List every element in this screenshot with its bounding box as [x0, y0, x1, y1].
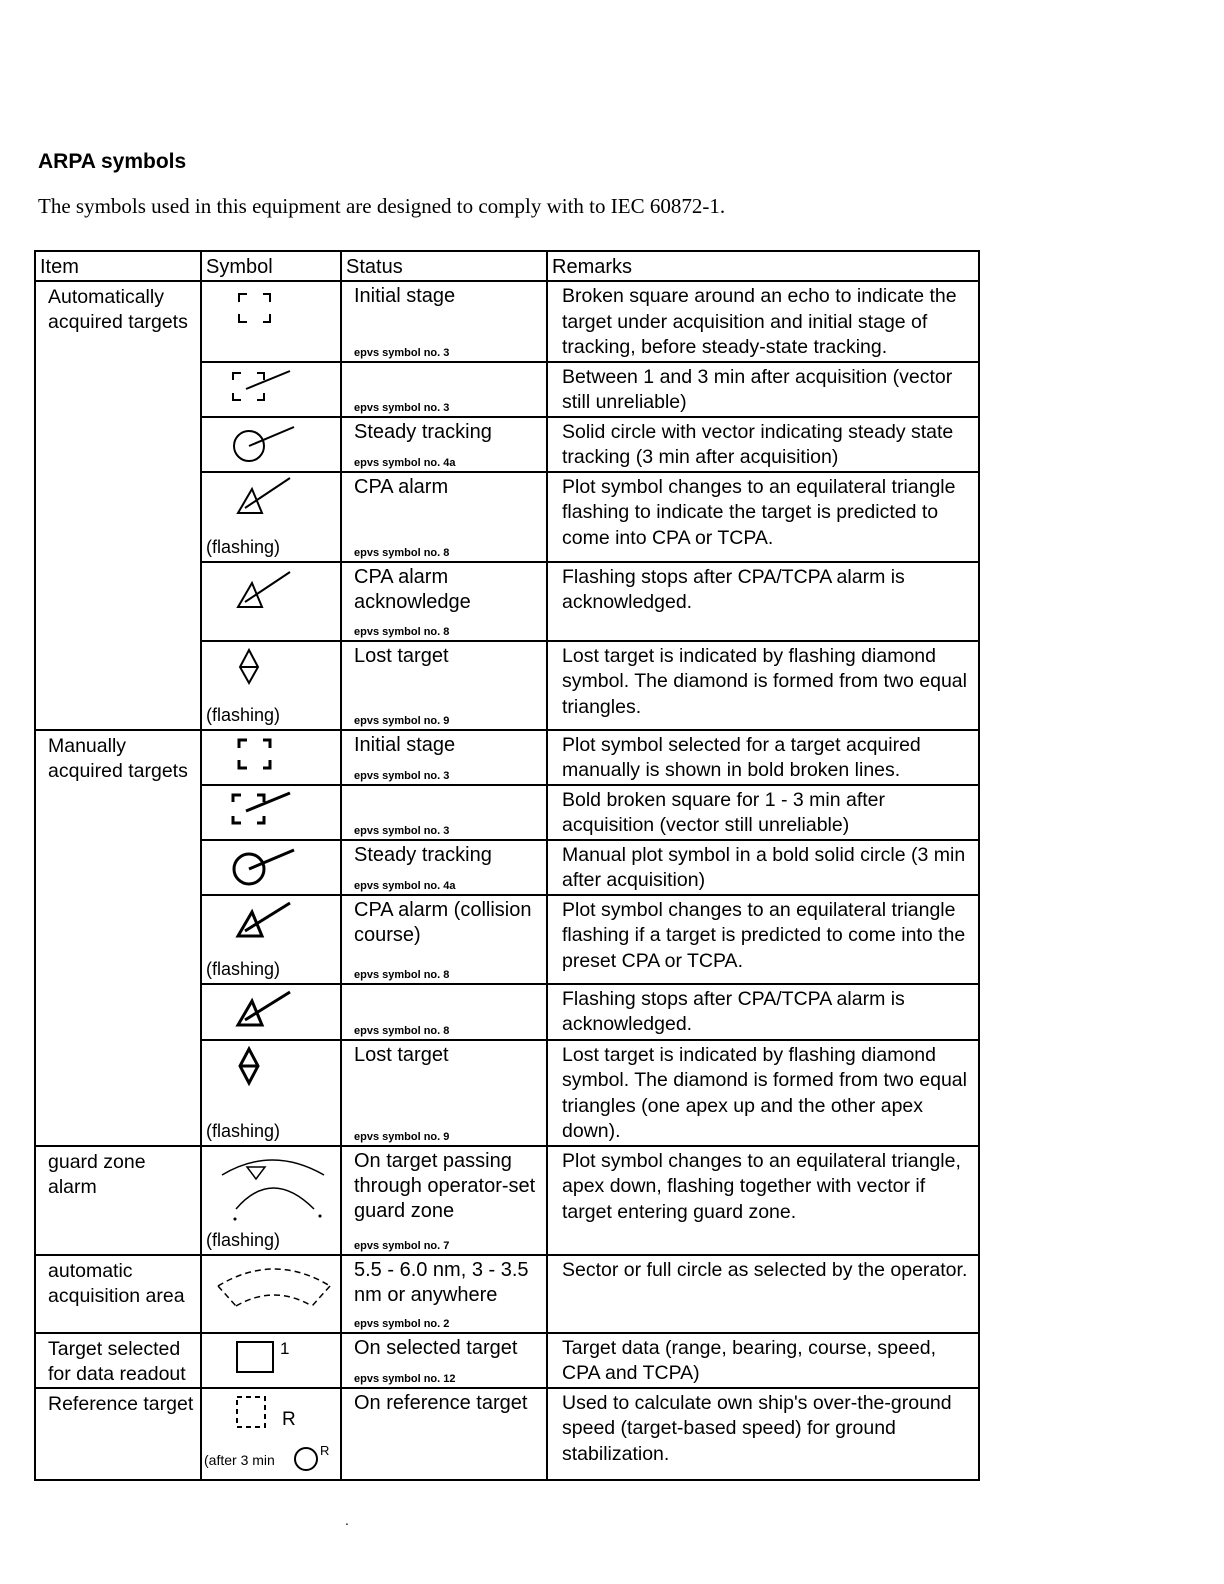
arpa-symbols-table: [34, 250, 980, 1481]
header-row: [35, 251, 979, 281]
table-row: [35, 281, 979, 362]
status-cell: Lost target epvs symbol no. 9: [341, 1040, 547, 1146]
remarks-cell: Lost target is indicated by flashing diamond symbol. The diamond is formed from two equal triangles (one apex up and the other apex down).: [547, 1040, 979, 1146]
table-row: [35, 1388, 979, 1480]
symbol-cell: [201, 1333, 341, 1388]
remarks-cell: Flashing stops after CPA/TCPA alarm is acknowledged.: [547, 562, 979, 641]
table-row: [35, 730, 979, 785]
status-cell: Initial stage epvs symbol no. 3: [341, 281, 547, 362]
remarks-cell: Between 1 and 3 min after acquisition (vector still unreliable): [547, 362, 979, 417]
symbol-cell: [201, 895, 341, 984]
bold-triangle-vector-icon: [202, 896, 342, 956]
reference-label-r: R: [282, 1408, 296, 1430]
symbol-cell: [201, 1388, 341, 1480]
bold-broken-square-icon: [202, 731, 342, 781]
broken-square-vector-icon: [202, 363, 342, 413]
status-cell: epvs symbol no. 3: [341, 362, 547, 417]
remarks-cell: Solid circle with vector indicating steady state tracking (3 min after acquisition): [547, 417, 979, 472]
remarks-cell: Flashing stops after CPA/TCPA alarm is acknowledged.: [547, 984, 979, 1040]
table-row: [35, 1255, 979, 1333]
guard-zone-icon: [202, 1147, 342, 1227]
bold-circle-vector-icon: [202, 841, 342, 891]
symbol-cell: [201, 472, 341, 562]
symbol-cell: [201, 281, 341, 362]
symbol-cell: [201, 1255, 341, 1333]
remarks-cell: Manual plot symbol in a bold solid circle (3 min after acquisition): [547, 840, 979, 895]
symbol-cell: [201, 1146, 341, 1255]
status-cell: epvs symbol no. 8: [341, 984, 547, 1040]
status-cell: 5.5 - 6.0 nm, 3 - 3.5 nm or anywhere epvs symbol no. 2: [341, 1255, 547, 1333]
table-row: [35, 1146, 979, 1255]
intro-text: The symbols used in this equipment are designed to comply with to IEC 60872-1.: [38, 194, 726, 218]
header-item: Item: [35, 251, 201, 281]
status-cell: Steady tracking epvs symbol no. 4a: [341, 840, 547, 895]
status-cell: On reference target: [341, 1388, 547, 1480]
header-remarks: Remarks: [547, 251, 979, 281]
triangle-vector-icon: [202, 473, 342, 533]
status-cell: On target passing through operator-set guard zone epvs symbol no. 7: [341, 1146, 547, 1255]
remarks-cell: Target data (range, bearing, course, speed, CPA and TCPA): [547, 1333, 979, 1388]
status-cell: Initial stage epvs symbol no. 3: [341, 730, 547, 785]
remarks-cell: Bold broken square for 1 - 3 min after acquisition (vector still unreliable): [547, 785, 979, 840]
symbol-cell: [201, 984, 341, 1040]
triangle-vector-icon: [202, 563, 342, 623]
flashing-label: (flashing): [206, 1120, 281, 1141]
symbol-cell: [201, 417, 341, 472]
remarks-cell: Plot symbol changes to an equilateral triangle flashing to indicate the target is predicted to come into CPA or TCPA.: [547, 472, 979, 562]
flashing-label: (flashing): [206, 536, 281, 557]
remarks-cell: Plot symbol changes to an equilateral triangle, apex down, flashing together with vector if target entering guard zone.: [547, 1146, 979, 1255]
status-cell: Steady tracking epvs symbol no. 4a: [341, 417, 547, 472]
remarks-cell: Broken square around an echo to indicate the target under acquisition and initial stage of tracking, before steady-state tracking.: [547, 281, 979, 362]
bold-diamond-icon: [202, 1041, 342, 1101]
item-reference-target: Reference target: [35, 1388, 201, 1480]
remarks-cell: Lost target is indicated by flashing diamond symbol. The diamond is formed from two equal triangles.: [547, 641, 979, 730]
item-guard-zone: guard zone alarm: [35, 1146, 201, 1255]
acquisition-area-icon: [202, 1256, 342, 1332]
remarks-cell: Plot symbol selected for a target acquired manually is shown in bold broken lines.: [547, 730, 979, 785]
circle-vector-icon: [202, 418, 342, 468]
status-cell: CPA alarm (collision course) epvs symbol no. 8: [341, 895, 547, 984]
symbol-cell: [201, 730, 341, 785]
reference-circle-r: R: [320, 1442, 330, 1458]
flashing-label: (flashing): [206, 958, 281, 979]
header-symbol: Symbol: [201, 251, 341, 281]
bold-triangle-vector-icon: [202, 985, 342, 1039]
flashing-label: (flashing): [206, 1229, 281, 1250]
symbol-cell: [201, 840, 341, 895]
page-mark: .: [345, 1512, 349, 1528]
selected-target-number: 1: [280, 1338, 290, 1358]
status-cell: On selected target epvs symbol no. 12: [341, 1333, 547, 1388]
table-row: [35, 1333, 979, 1388]
status-cell: Lost target epvs symbol no. 9: [341, 641, 547, 730]
selected-target-square-icon: [202, 1334, 342, 1384]
item-acquisition-area: automatic acquisition area: [35, 1255, 201, 1333]
item-auto: Automatically acquired targets: [35, 281, 201, 730]
remarks-cell: Plot symbol changes to an equilateral triangle flashing if a target is predicted to come into the preset CPA or TCPA.: [547, 895, 979, 984]
diamond-icon: [202, 642, 342, 702]
symbol-cell: [201, 641, 341, 730]
reference-target-icon: [202, 1389, 342, 1479]
status-cell: CPA alarm acknowledge epvs symbol no. 8: [341, 562, 547, 641]
item-target-selected: Target selected for data readout: [35, 1333, 201, 1388]
page-title: ARPA symbols: [38, 150, 187, 173]
symbol-cell: [201, 562, 341, 641]
remarks-cell: Sector or full circle as selected by the operator.: [547, 1255, 979, 1333]
broken-square-icon: [202, 282, 342, 356]
symbol-cell: [201, 1040, 341, 1146]
flashing-label: (flashing): [206, 704, 281, 725]
status-cell: epvs symbol no. 3: [341, 785, 547, 840]
remarks-cell: Used to calculate own ship's over-the-ground speed (target-based speed) for ground stabilization.: [547, 1388, 979, 1480]
reference-circle-icon: [295, 1448, 317, 1470]
symbol-cell: [201, 785, 341, 840]
item-manual: Manually acquired targets: [35, 730, 201, 1146]
status-cell: CPA alarm epvs symbol no. 8: [341, 472, 547, 562]
reference-after-label: (after 3 min: [204, 1451, 275, 1468]
symbol-cell: [201, 362, 341, 417]
bold-broken-square-vector-icon: [202, 786, 342, 836]
header-status: Status: [341, 251, 547, 281]
